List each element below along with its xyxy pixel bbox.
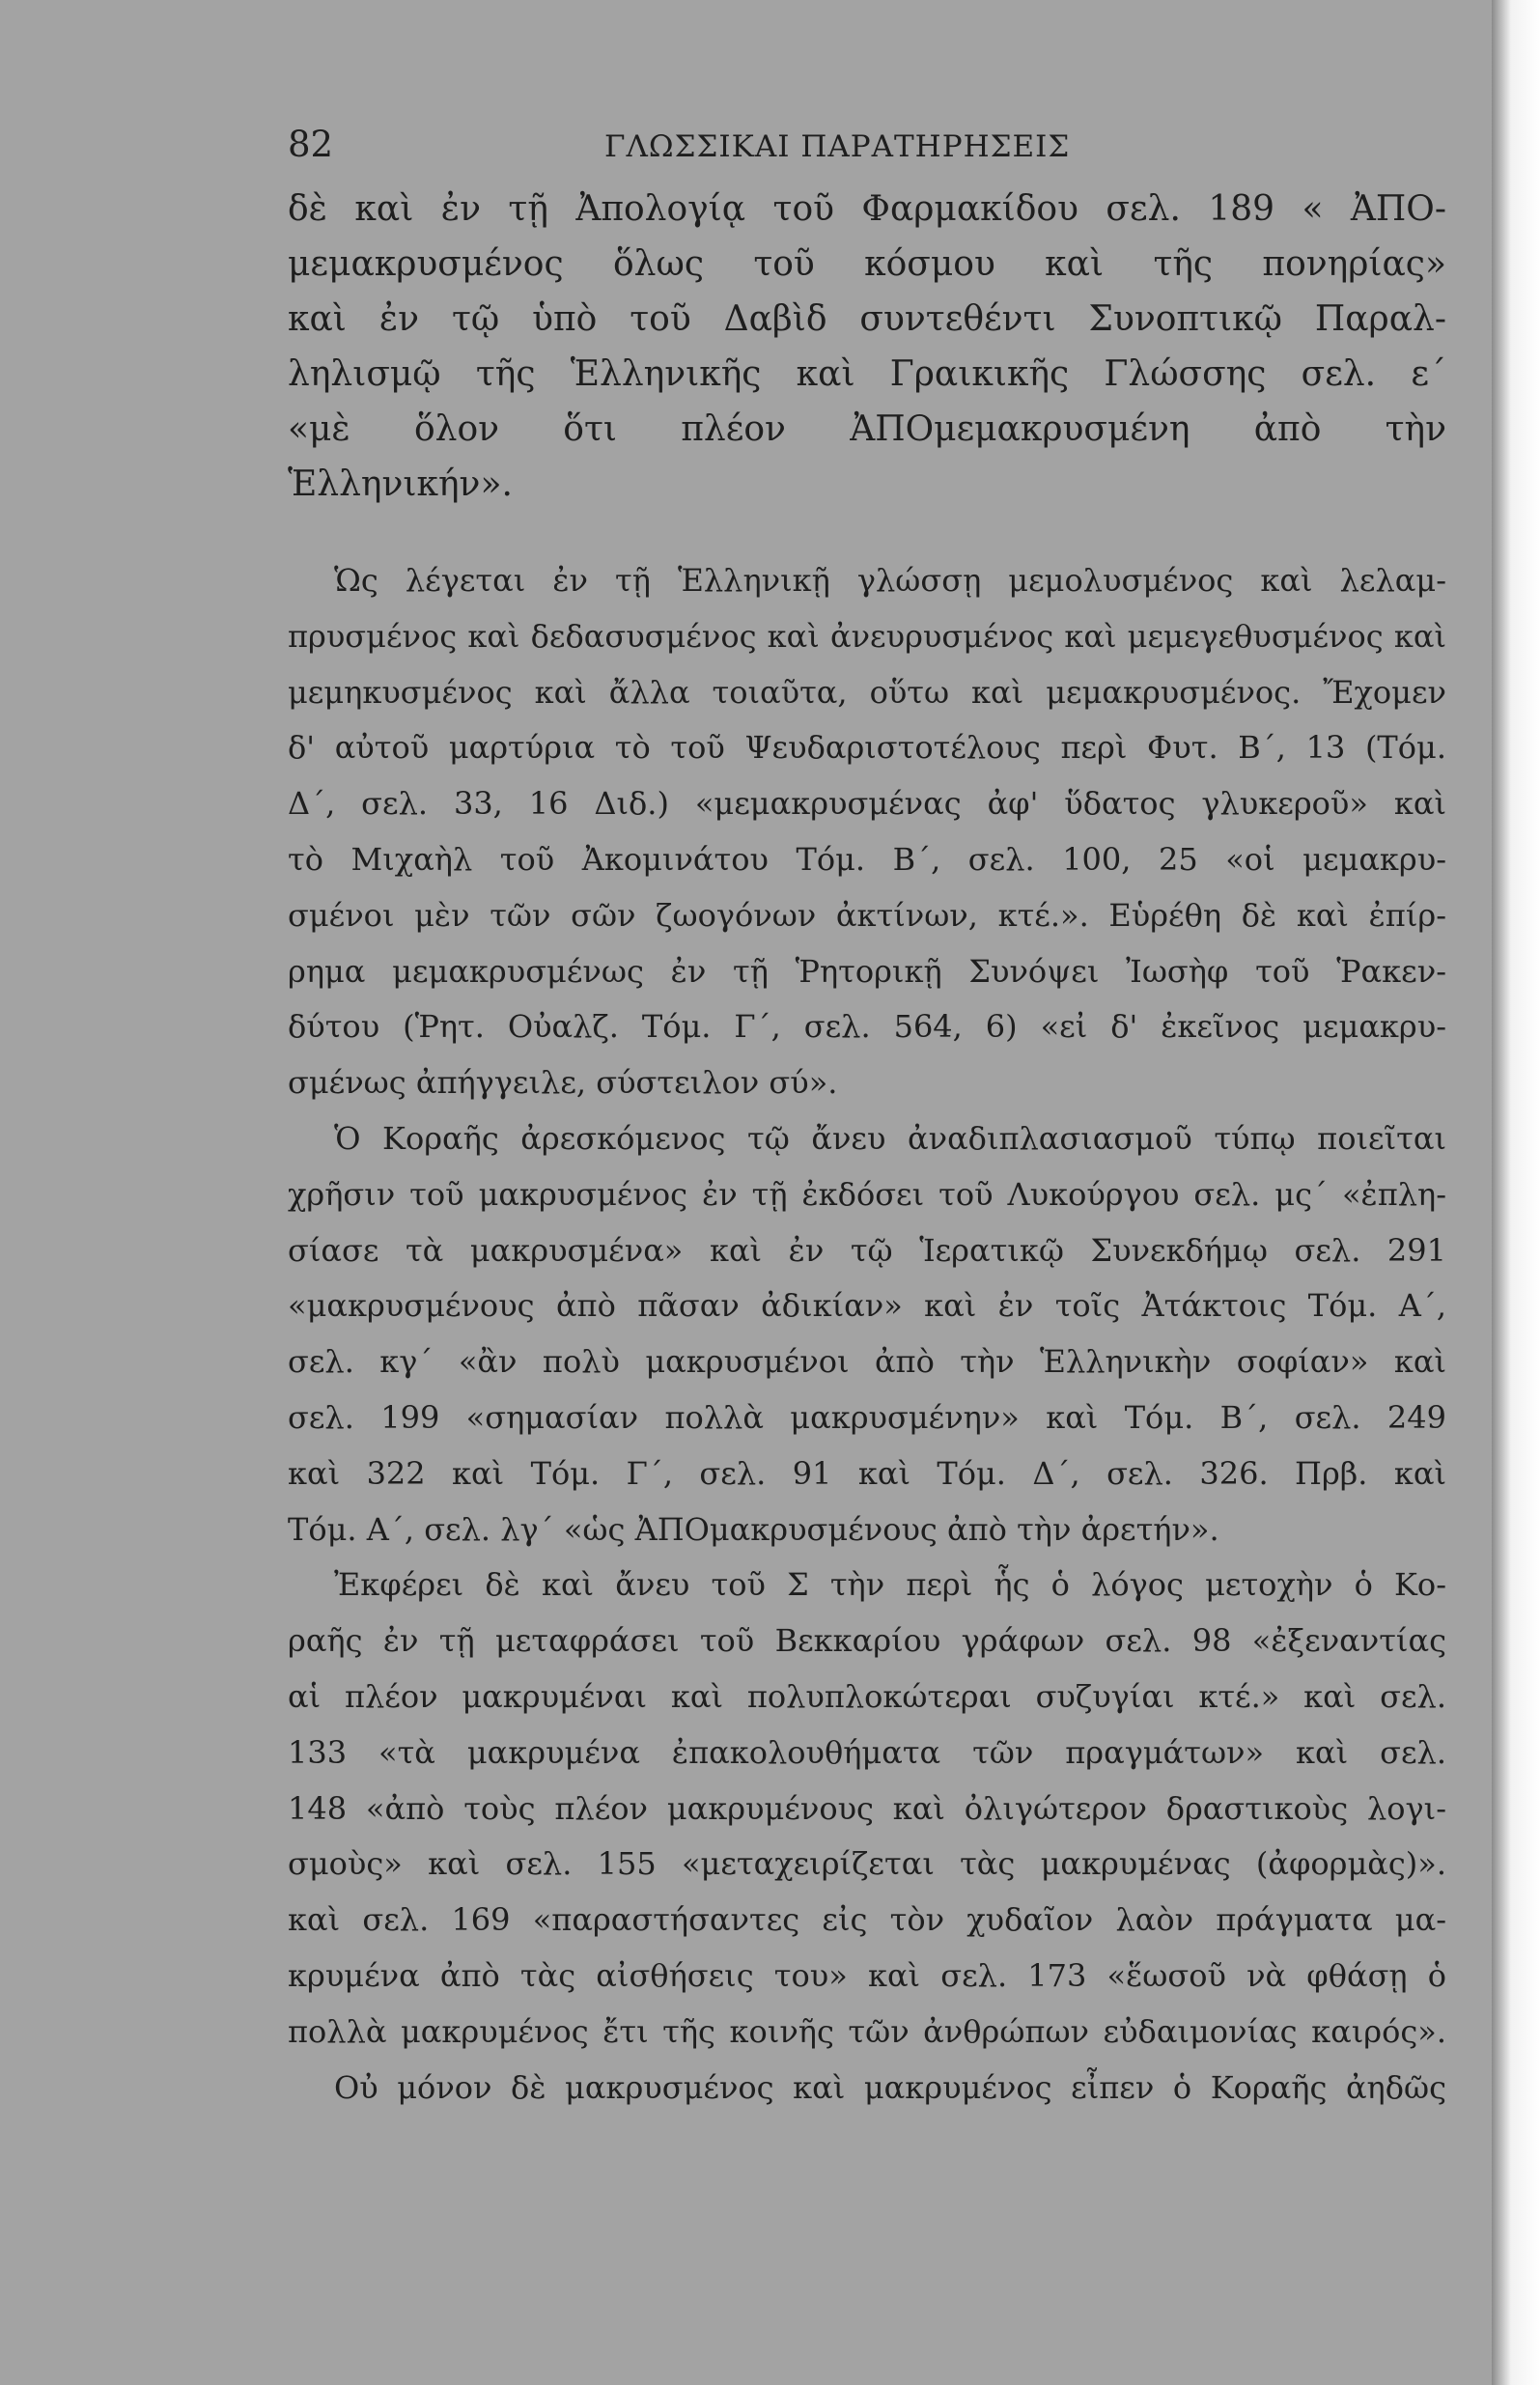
text-line: μεμηκυσμένος καὶ ἄλλα τοιαῦτα, οὕτω καὶ μεμακρυσμένος. Ἔχομεν [288,673,1446,711]
text-line: καὶ σελ. 169 «παραστήσαντες εἰς τὸν χυδαῖον λαὸν πράγματα μα- [288,1901,1446,1939]
page-edge [1492,0,1540,2385]
paragraph-large-type [288,182,1446,512]
text-line: τὸ Μιχαὴλ τοῦ Ἀκομινάτου Τόμ. Β΄, σελ. 100, 25 «οἱ μεμακρυ- [288,840,1446,878]
text-line: Ἑλληνικήν». [288,464,513,504]
text-line: κρυμένα ἀπὸ τὰς αἰσθήσεις του» καὶ σελ. 173 «ἕωσοῦ νὰ φθάσῃ ὁ [288,1956,1446,1994]
text-line: σμένως ἀπήγγειλε, σύστειλον σύ». [288,1064,838,1102]
text-line: Οὐ μόνον δὲ μακρυσμένος καὶ μακρυμένος εἶπεν ὁ Κοραῆς ἀηδῶς [334,2068,1446,2106]
text-line: πολλὰ μακρυμένος ἔτι τῆς κοινῆς τῶν ἀνθρώπων εὐδαιμονίας καιρός». [288,2012,1446,2050]
text-line: Ὁ Κοραῆς ἀρεσκόμενος τῷ ἄνευ ἀναδιπλασιασμοῦ τύπῳ ποιεῖται [334,1119,1446,1157]
text-line: σμένοι μὲν τῶν σῶν ζωογόνων ἀκτίνων, κτέ.». Εὑρέθη δὲ καὶ ἐπίρ- [288,896,1446,934]
text-line: δύτου (Ῥητ. Οὐαλζ. Τόμ. Γ΄, σελ. 564, 6) «εἰ δ' ἐκεῖνος μεμακρυ- [288,1008,1446,1046]
page-header [288,124,1446,172]
text-line: Τόμ. Α΄, σελ. λγ΄ «ὡς ἈΠΟμακρυσμένους ἀπὸ τὴν ἀρετήν». [288,1510,1219,1548]
text-line: καὶ ἐν τῷ ὑπὸ τοῦ Δαβὶδ συντεθέντι Συνοπτικῷ Παραλ- [288,299,1446,339]
text-line: πρυσμένος καὶ δεδασυσμένος καὶ ἀνευρυσμένος καὶ μεμεγεθυσμένος καὶ [288,617,1446,655]
text-line: ραῆς ἐν τῇ μεταφράσει τοῦ Βεκκαρίου γράφων σελ. 98 «ἐξεναντίας [288,1622,1446,1660]
text-line: 133 «τὰ μακρυμένα ἐπακολουθήματα τῶν πραγμάτων» καὶ σελ. [288,1733,1446,1771]
text-line: Δ΄, σελ. 33, 16 Διδ.) «μεμακρυσμένας ἀφ' ὕδατος γλυκεροῦ» καὶ [288,785,1446,823]
paragraph-small-type [288,553,1446,2116]
text-line: Ὡς λέγεται ἐν τῇ Ἑλληνικῇ γλώσσῃ μεμολυσμένος καὶ λελαμ- [334,562,1446,599]
text-line: ρημα μεμακρυσμένως ἐν τῇ Ῥητορικῇ Συνόψει Ἰωσὴφ τοῦ Ῥακεν- [288,952,1446,990]
text-line: δ' αὐτοῦ μαρτύρια τὸ τοῦ Ψευδαριστοτέλους περὶ Φυτ. Β΄, 13 (Τόμ. [288,729,1446,767]
running-title: ΓΛΩΣΣΙΚΑΙ ΠΑΡΑΤΗΡΗΣΕΙΣ [604,129,1071,164]
text-line: χρῆσιν τοῦ μακρυσμένος ἐν τῇ ἐκδόσει τοῦ Λυκούργου σελ. μς΄ «ἐπλη- [288,1175,1446,1213]
text-line: «μὲ ὅλον ὅτι πλέον ἈΠΟμεμακρυσμένη ἀπὸ τὴν [288,409,1446,449]
text-line: σμοὺς» καὶ σελ. 155 «μεταχειρίζεται τὰς μακρυμένας (ἀφορμὰς)». [288,1845,1446,1883]
text-line: σελ. 199 «σημασίαν πολλὰ μακρυσμένην» καὶ Τόμ. Β΄, σελ. 249 [288,1398,1446,1436]
text-line: αἱ πλέον μακρυμέναι καὶ πολυπλοκώτεραι συζυγίαι κτέ.» καὶ σελ. [288,1677,1446,1715]
text-line: σελ. κγ΄ «ἂν πολὺ μακρυσμένοι ἀπὸ τὴν Ἑλληνικὴν σοφίαν» καὶ [288,1343,1446,1381]
text-line: Ἐκφέρει δὲ καὶ ἄνευ τοῦ Σ τὴν περὶ ἧς ὁ λόγος μετοχὴν ὁ Κο- [334,1566,1446,1604]
text-line: δὲ καὶ ἐν τῇ Ἀπολογίᾳ τοῦ Φαρμακίδου σελ. 189 « ἈΠΟ- [288,189,1446,229]
text-line: μεμακρυσμένος ὅλως τοῦ κόσμου καὶ τῆς πονηρίας» [288,244,1446,284]
page-number: 82 [288,124,334,165]
page-body [288,182,1446,2116]
text-line: καὶ 322 καὶ Τόμ. Γ΄, σελ. 91 καὶ Τόμ. Δ΄, σελ. 326. Πρβ. καὶ [288,1454,1446,1492]
text-line: σίασε τὰ μακρυσμένα» καὶ ἐν τῷ Ἱερατικῷ Συνεκδήμῳ σελ. 291 [288,1231,1446,1269]
text-line: 148 «ἀπὸ τοὺς πλέον μακρυμένους καὶ ὀλιγώτερον δραστικοὺς λογι- [288,1789,1446,1827]
text-line: «μακρυσμένους ἀπὸ πᾶσαν ἀδικίαν» καὶ ἐν τοῖς Ἀτάκτοις Τόμ. Α΄, [288,1287,1446,1325]
text-line: ληλισμῷ τῆς Ἑλληνικῆς καὶ Γραικικῆς Γλώσσης σελ. ε΄ [288,354,1446,394]
